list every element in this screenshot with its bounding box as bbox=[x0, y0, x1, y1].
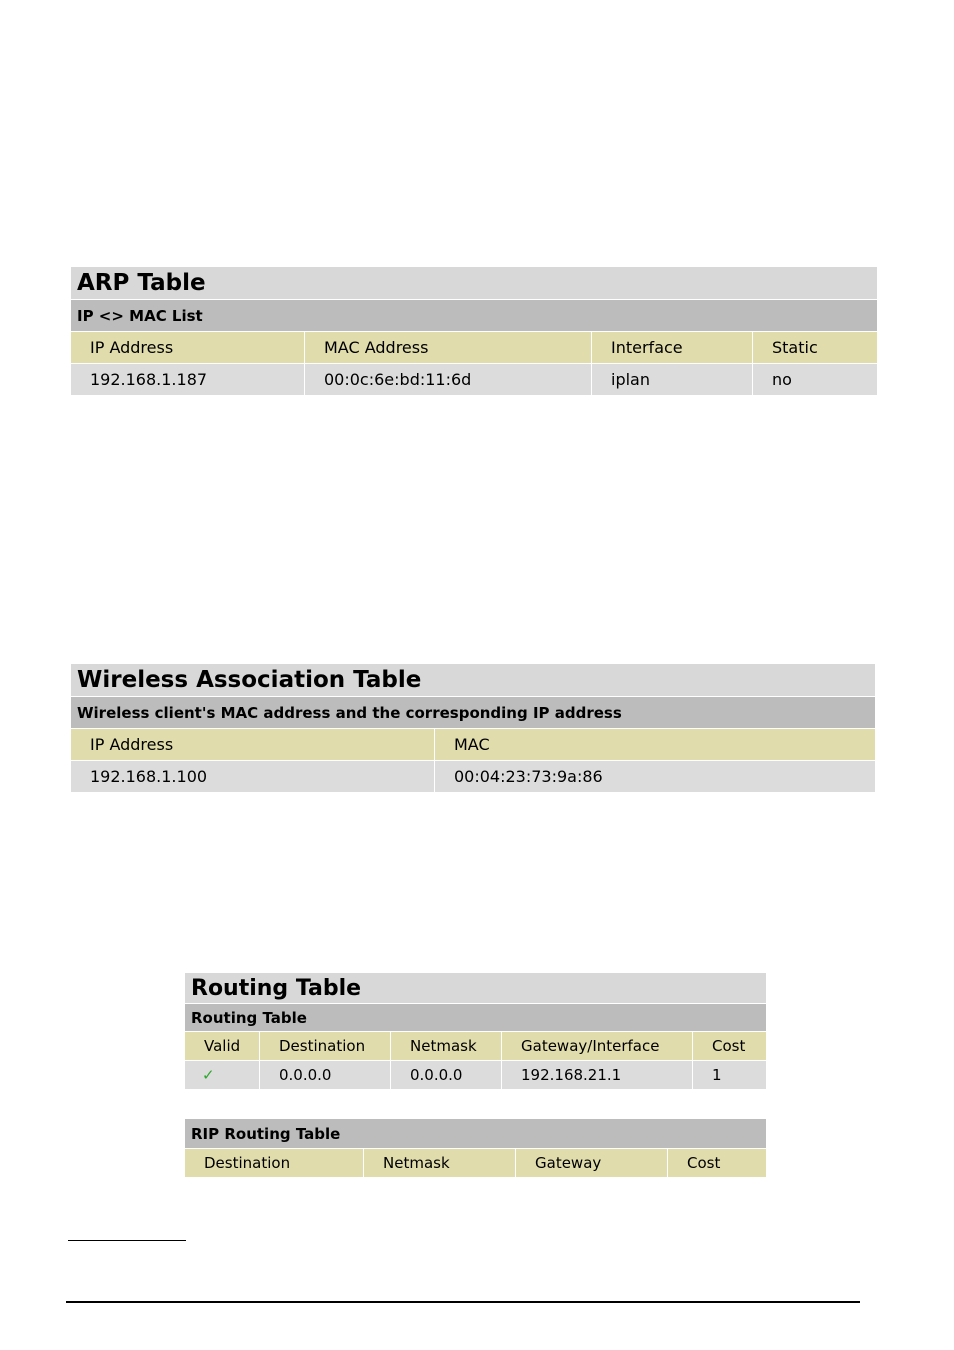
cell-destination: 0.0.0.0 bbox=[260, 1061, 390, 1089]
table-row bbox=[71, 761, 875, 792]
cell-ip-address: 192.168.1.187 bbox=[71, 364, 304, 395]
routing-table-title: Routing Table bbox=[185, 973, 766, 1003]
column-header-mac: MAC bbox=[435, 729, 875, 760]
rip-header-row bbox=[185, 1149, 766, 1177]
routing-header-row bbox=[185, 1032, 766, 1060]
table-row bbox=[71, 364, 877, 395]
column-header-netmask: Netmask bbox=[391, 1032, 501, 1060]
column-header-mac-address: MAC Address bbox=[305, 332, 591, 363]
cell-mac: 00:04:23:73:9a:86 bbox=[435, 761, 875, 792]
wireless-table-subtitle: Wireless client's MAC address and the corresponding IP address bbox=[71, 697, 875, 728]
footnote-divider bbox=[68, 1240, 186, 1241]
column-header-gateway: Gateway bbox=[516, 1149, 667, 1177]
column-header-interface: Interface bbox=[592, 332, 752, 363]
cell-interface: iplan bbox=[592, 364, 752, 395]
column-header-ip-address: IP Address bbox=[71, 332, 304, 363]
column-header-valid: Valid bbox=[185, 1032, 259, 1060]
cell-static: no bbox=[753, 364, 877, 395]
rip-routing-table bbox=[184, 1118, 767, 1178]
cell-gateway: 192.168.21.1 bbox=[502, 1061, 692, 1089]
column-header-gateway-interface: Gateway/Interface bbox=[502, 1032, 692, 1060]
column-header-static: Static bbox=[753, 332, 877, 363]
arp-header-row bbox=[71, 332, 877, 363]
column-header-destination: Destination bbox=[185, 1149, 363, 1177]
column-header-cost: Cost bbox=[668, 1149, 766, 1177]
arp-table-subtitle: IP <> MAC List bbox=[71, 300, 877, 331]
column-header-destination: Destination bbox=[260, 1032, 390, 1060]
routing-table-subtitle: Routing Table bbox=[185, 1004, 766, 1031]
column-header-netmask: Netmask bbox=[364, 1149, 515, 1177]
page-footer-divider bbox=[66, 1301, 860, 1303]
arp-table-title: ARP Table bbox=[71, 267, 877, 299]
cell-mac-address: 00:0c:6e:bd:11:6d bbox=[305, 364, 591, 395]
cell-netmask: 0.0.0.0 bbox=[391, 1061, 501, 1089]
column-header-cost: Cost bbox=[693, 1032, 766, 1060]
cell-cost: 1 bbox=[693, 1061, 766, 1089]
cell-ip-address: 192.168.1.100 bbox=[71, 761, 434, 792]
wireless-association-table bbox=[70, 663, 876, 793]
table-row bbox=[185, 1061, 766, 1089]
routing-table bbox=[184, 972, 767, 1090]
rip-table-title: RIP Routing Table bbox=[185, 1119, 766, 1148]
checkmark-icon: ✓ bbox=[185, 1061, 259, 1089]
wireless-header-row bbox=[71, 729, 875, 760]
column-header-ip-address: IP Address bbox=[71, 729, 434, 760]
arp-table bbox=[70, 266, 878, 396]
wireless-table-title: Wireless Association Table bbox=[71, 664, 875, 696]
